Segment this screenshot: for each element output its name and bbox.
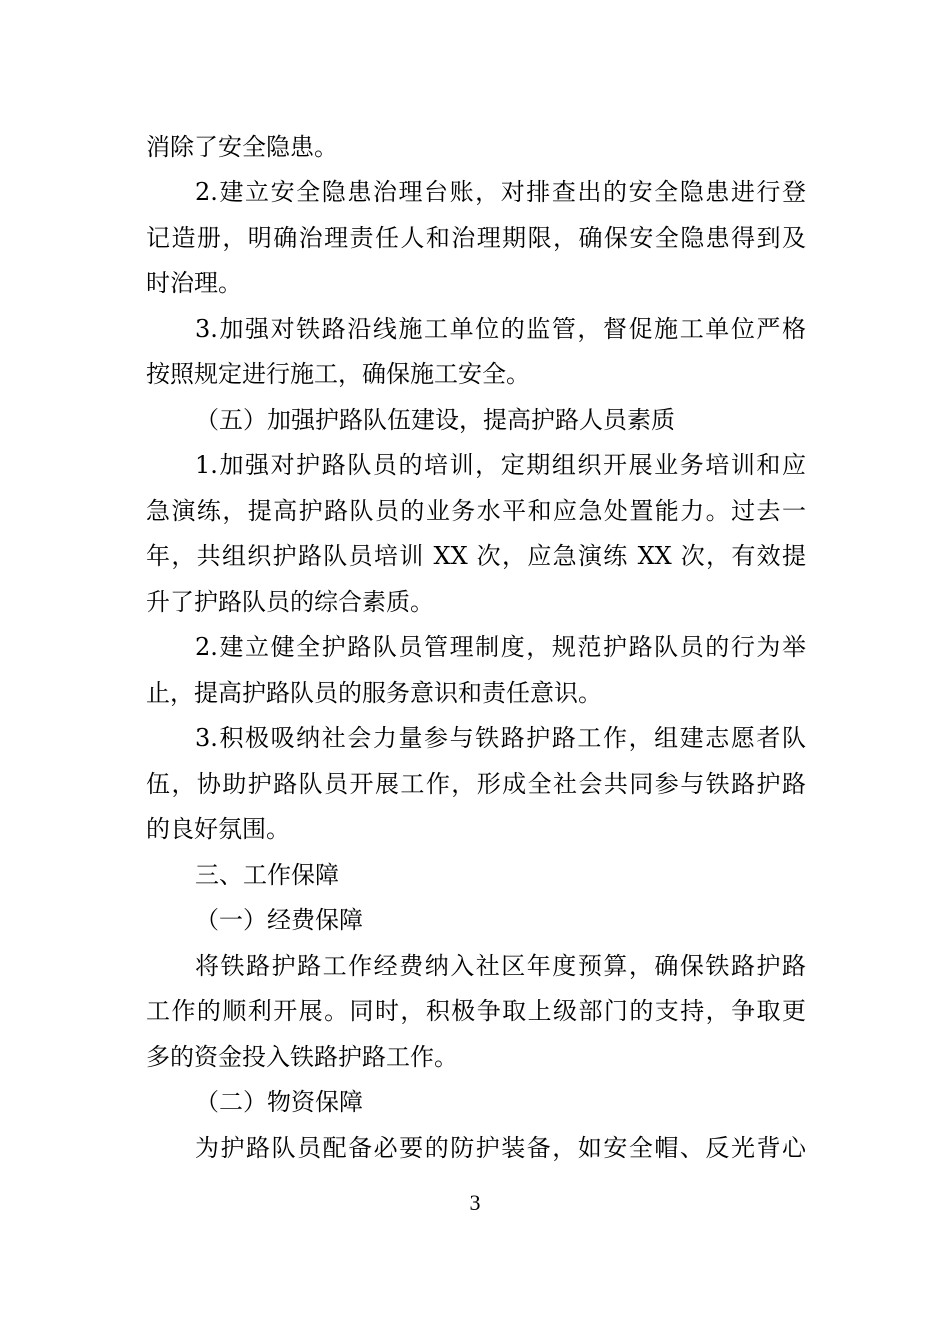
text-line-15: 伍，协助护路队员开展工作，形成全社会共同参与铁路护路 [146, 770, 806, 798]
subheading-funding: （一）经费保障 [195, 906, 363, 934]
text-line-6: 按照规定进行施工，确保施工安全。 [146, 360, 530, 388]
text-line-11: 升了护路队员的综合素质。 [146, 588, 434, 616]
text-line-10: 年，共组织护路队员培训 XX 次，应急演练 XX 次，有效提 [146, 542, 806, 570]
text-line-13: 止，提高护路队员的服务意识和责任意识。 [146, 679, 602, 707]
page-number: 3 [469, 1190, 481, 1215]
section-heading-five: （五）加强护路队伍建设，提高护路人员素质 [195, 406, 675, 434]
text-line-5: 3.加强对铁路沿线施工单位的监管，督促施工单位严格 [195, 315, 806, 343]
text-line-19: 将铁路护路工作经费纳入社区年度预算，确保铁路护路 [195, 952, 806, 980]
text-line-4: 时治理。 [146, 269, 242, 297]
text-line-1: 消除了安全隐患。 [146, 133, 338, 161]
text-line-12: 2.建立健全护路队员管理制度，规范护路队员的行为举 [195, 633, 806, 661]
text-line-14: 3.积极吸纳社会力量参与铁路护路工作，组建志愿者队 [195, 724, 806, 752]
text-line-9: 急演练，提高护路队员的业务水平和应急处置能力。过去一 [146, 497, 806, 525]
text-line-2: 2.建立安全隐患治理台账，对排查出的安全隐患进行登 [195, 178, 806, 206]
text-line-23: 为护路队员配备必要的防护装备，如安全帽、反光背心 [195, 1134, 806, 1162]
text-line-16: 的良好氛围。 [146, 815, 290, 843]
chapter-heading-three: 三、工作保障 [195, 861, 339, 889]
text-line-21: 多的资金投入铁路护路工作。 [146, 1043, 458, 1071]
subheading-materials: （二）物资保障 [195, 1088, 363, 1116]
text-line-3: 记造册，明确治理责任人和治理期限，确保安全隐患得到及 [146, 224, 806, 252]
text-line-20: 工作的顺利开展。同时，积极争取上级部门的支持，争取更 [146, 997, 806, 1025]
text-line-8: 1.加强对护路队员的培训，定期组织开展业务培训和应 [195, 451, 806, 479]
